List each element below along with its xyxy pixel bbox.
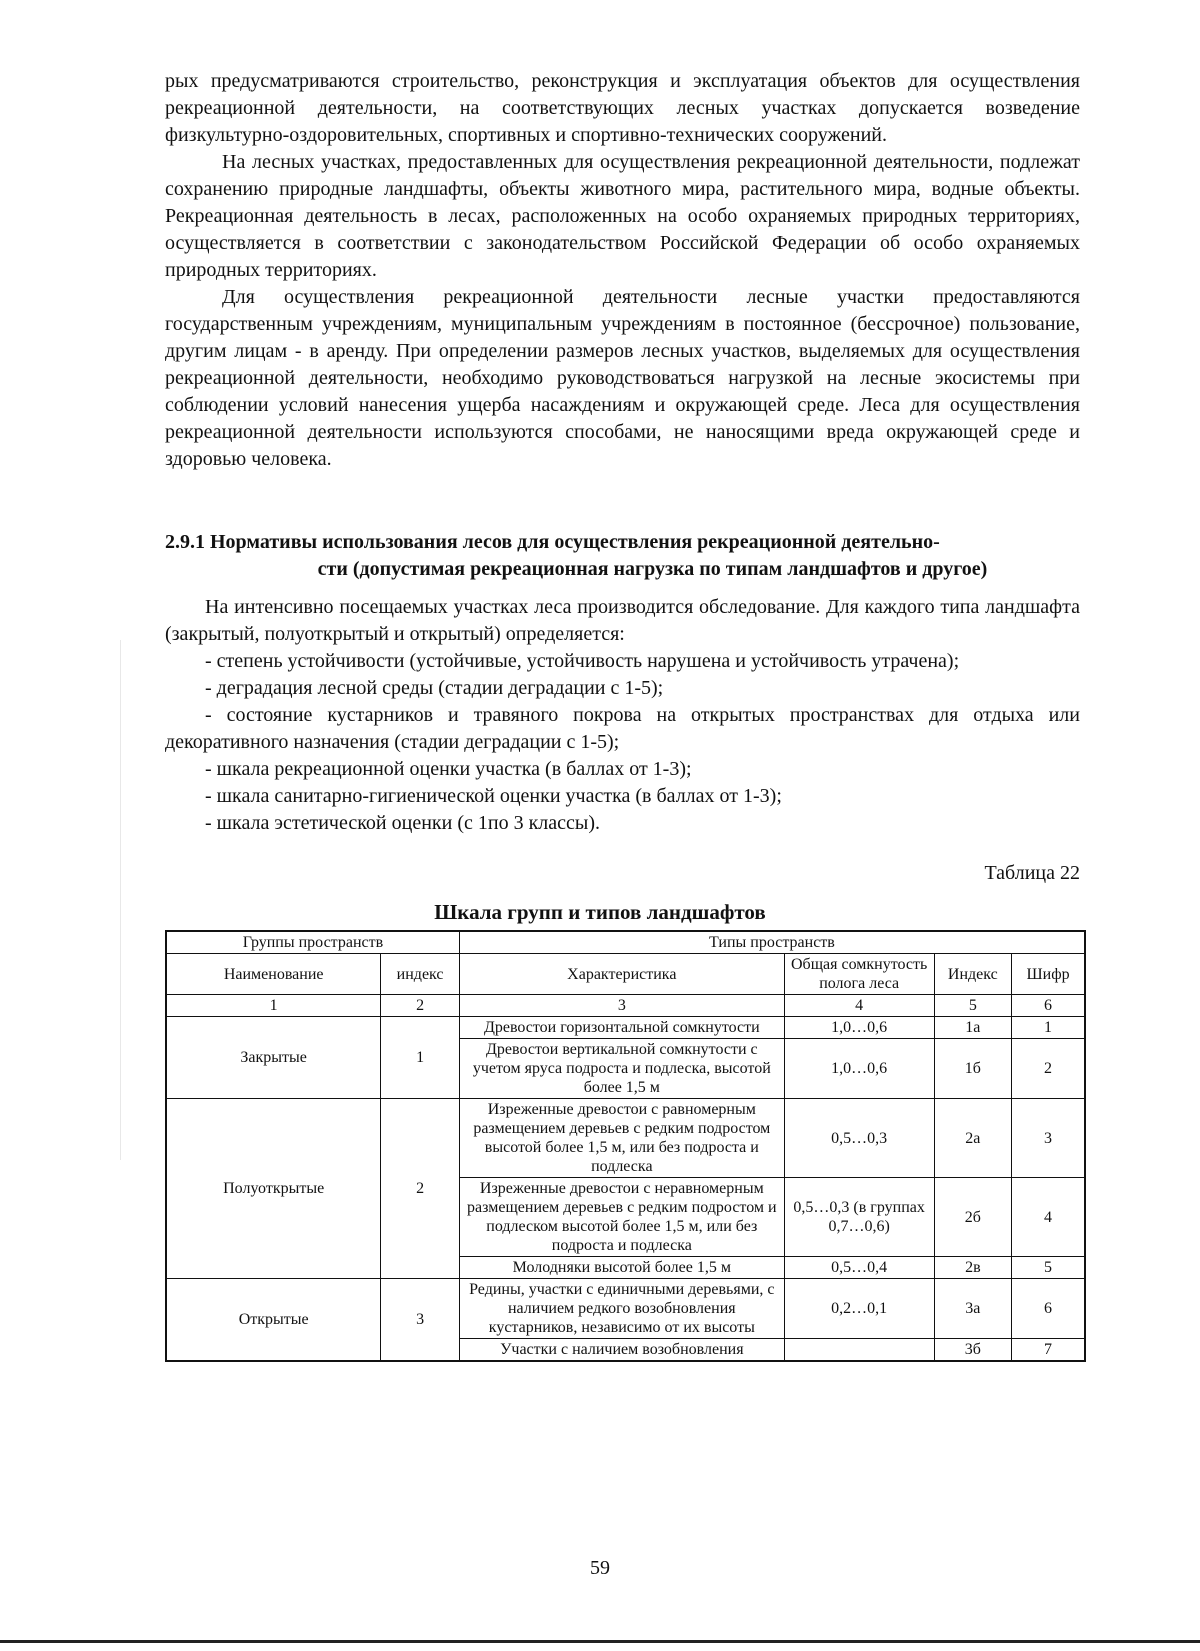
section-heading-line-1: 2.9.1 Нормативы использования лесов для осуществления рекреационной деятельно- — [165, 531, 940, 553]
table-row — [166, 1279, 1085, 1339]
table-label: Таблица 22 — [984, 862, 1080, 884]
header-cell: Наименование — [166, 954, 381, 995]
list-item: - шкала рекреационной оценки участка (в баллах от 1-3); — [205, 758, 692, 780]
section-heading — [165, 529, 1080, 583]
intro-paragraph: На интенсивно посещаемых участках леса производится обследование. Для каждого типа ландшафта (закрытый, полуоткрытый и открытый) определяется: — [165, 596, 1080, 645]
canopy-cell — [784, 1339, 934, 1362]
header-cell: Шифр — [1012, 954, 1085, 995]
header-cell: Общая сомкнутость полога леса — [784, 954, 934, 995]
canopy-cell: 0,5…0,3 — [784, 1099, 934, 1178]
canopy-cell: 1,0…0,6 — [784, 1017, 934, 1039]
type-index-cell: 3а — [934, 1279, 1012, 1339]
type-index-cell: 2в — [934, 1257, 1012, 1279]
header-cell: Типы пространств — [459, 931, 1085, 954]
header-cell: индекс — [381, 954, 460, 995]
characteristic-cell: Изреженные древостои с неравномерным размещением деревьев с редким подростом и подлеском высотой более 1,5 м, или без подроста и подлеска — [459, 1178, 784, 1257]
type-index-cell: 1б — [934, 1039, 1012, 1099]
list-item: - деградация лесной среды (стадии деградации с 1-5); — [205, 677, 664, 699]
type-index-cell: 3б — [934, 1339, 1012, 1362]
code-cell: 1 — [1012, 1017, 1085, 1039]
canopy-cell: 1,0…0,6 — [784, 1039, 934, 1099]
characteristic-cell: Участки с наличием возобновления — [459, 1339, 784, 1362]
bottom-rule — [0, 1640, 1200, 1643]
landscape-scale-table — [165, 930, 1086, 1362]
characteristic-cell: Изреженные древостои с равномерным размещением деревьев с редким подростом высотой более 1,5 м, или без подроста и подлеска — [459, 1099, 784, 1178]
table-group-header-row — [166, 931, 1085, 954]
column-number: 2 — [381, 995, 460, 1017]
canopy-cell: 0,5…0,4 — [784, 1257, 934, 1279]
table-title: Шкала групп и типов ландшафтов — [434, 900, 766, 924]
table-row — [166, 1099, 1085, 1178]
code-cell: 7 — [1012, 1339, 1085, 1362]
column-number: 6 — [1012, 995, 1085, 1017]
header-cell: Характеристика — [459, 954, 784, 995]
type-index-cell: 2а — [934, 1099, 1012, 1178]
table-header-row — [166, 954, 1085, 995]
table-number-row — [166, 995, 1085, 1017]
column-number: 3 — [459, 995, 784, 1017]
section-body — [165, 594, 1080, 837]
table-row — [166, 1017, 1085, 1039]
characteristic-cell: Древостои вертикальной сомкнутости с учетом яруса подроста и подлеска, высотой более 1,5 м — [459, 1039, 784, 1099]
group-name-cell: Закрытые — [166, 1017, 381, 1099]
list-item: - шкала эстетической оценки (с 1по 3 классы). — [205, 812, 600, 834]
code-cell: 3 — [1012, 1099, 1085, 1178]
group-index-cell: 3 — [381, 1279, 460, 1362]
header-cell: Индекс — [934, 954, 1012, 995]
page-number: 59 — [590, 1557, 610, 1579]
characteristic-cell: Молодняки высотой более 1,5 м — [459, 1257, 784, 1279]
type-index-cell: 2б — [934, 1178, 1012, 1257]
group-index-cell: 2 — [381, 1099, 460, 1279]
group-name-cell: Открытые — [166, 1279, 381, 1362]
characteristic-cell: Древостои горизонтальной сомкнутости — [459, 1017, 784, 1039]
column-number: 4 — [784, 995, 934, 1017]
code-cell: 4 — [1012, 1178, 1085, 1257]
canopy-cell: 0,5…0,3 (в группах 0,7…0,6) — [784, 1178, 934, 1257]
group-index-cell: 1 — [381, 1017, 460, 1099]
paragraph: На лесных участках, предоставленных для осуществления рекреационной деятельности, подлежат сохранению природные ландшафты, объекты животного мира, растительного мира, водные объекты. Рекреационная деятельность в лесах, расположенных на особо охраняемых природных территориях, осуществляется в соответствии с законодательством Российской Федерации об особо охраняемых природных территориях. — [165, 151, 1080, 281]
list-item: - шкала санитарно-гигиенической оценки участка (в баллах от 1-3); — [205, 785, 782, 807]
list-item: - состояние кустарников и травяного покрова на открытых пространствах для отдыха или декоративного назначения (стадии деградации с 1-5); — [165, 704, 1080, 753]
group-name-cell: Полуоткрытые — [166, 1099, 381, 1279]
column-number: 5 — [934, 995, 1012, 1017]
column-number: 1 — [166, 995, 381, 1017]
canopy-cell: 0,2…0,1 — [784, 1279, 934, 1339]
characteristic-cell: Редины, участки с единичными деревьями, с наличием редкого возобновления кустарников, независимо от их высоты — [459, 1279, 784, 1339]
header-cell: Группы пространств — [166, 931, 459, 954]
list-item: - степень устойчивости (устойчивые, устойчивость нарушена и устойчивость утрачена); — [205, 650, 960, 672]
body-text — [165, 68, 1080, 473]
paragraph: рых предусматриваются строительство, реконструкция и эксплуатация объектов для осуществления рекреационной деятельности, на соответствующих лесных участках допускается возведение физкультурно-оздоровительных, спортивных и спортивно-технических сооружений. — [165, 70, 1080, 146]
section-heading-line-2: сти (допустимая рекреационная нагрузка по типам ландшафтов и другое) — [317, 558, 988, 580]
code-cell: 6 — [1012, 1279, 1085, 1339]
paragraph: Для осуществления рекреационной деятельности лесные участки предоставляются государственным учреждениям, муниципальным учреждениям в постоянное (бессрочное) пользование, другим лицам - в аренду. При определении размеров лесных участков, выделяемых для осуществления рекреационной деятельности, необходимо руководствоваться нагрузкой на лесные экосистемы при соблюдении условий нанесения ущерба насаждениям и окружающей среде. Леса для осуществления рекреационной деятельности используются способами, не наносящими вреда окружающей среде и здоровью человека. — [165, 286, 1080, 470]
code-cell: 2 — [1012, 1039, 1085, 1099]
type-index-cell: 1а — [934, 1017, 1012, 1039]
code-cell: 5 — [1012, 1257, 1085, 1279]
